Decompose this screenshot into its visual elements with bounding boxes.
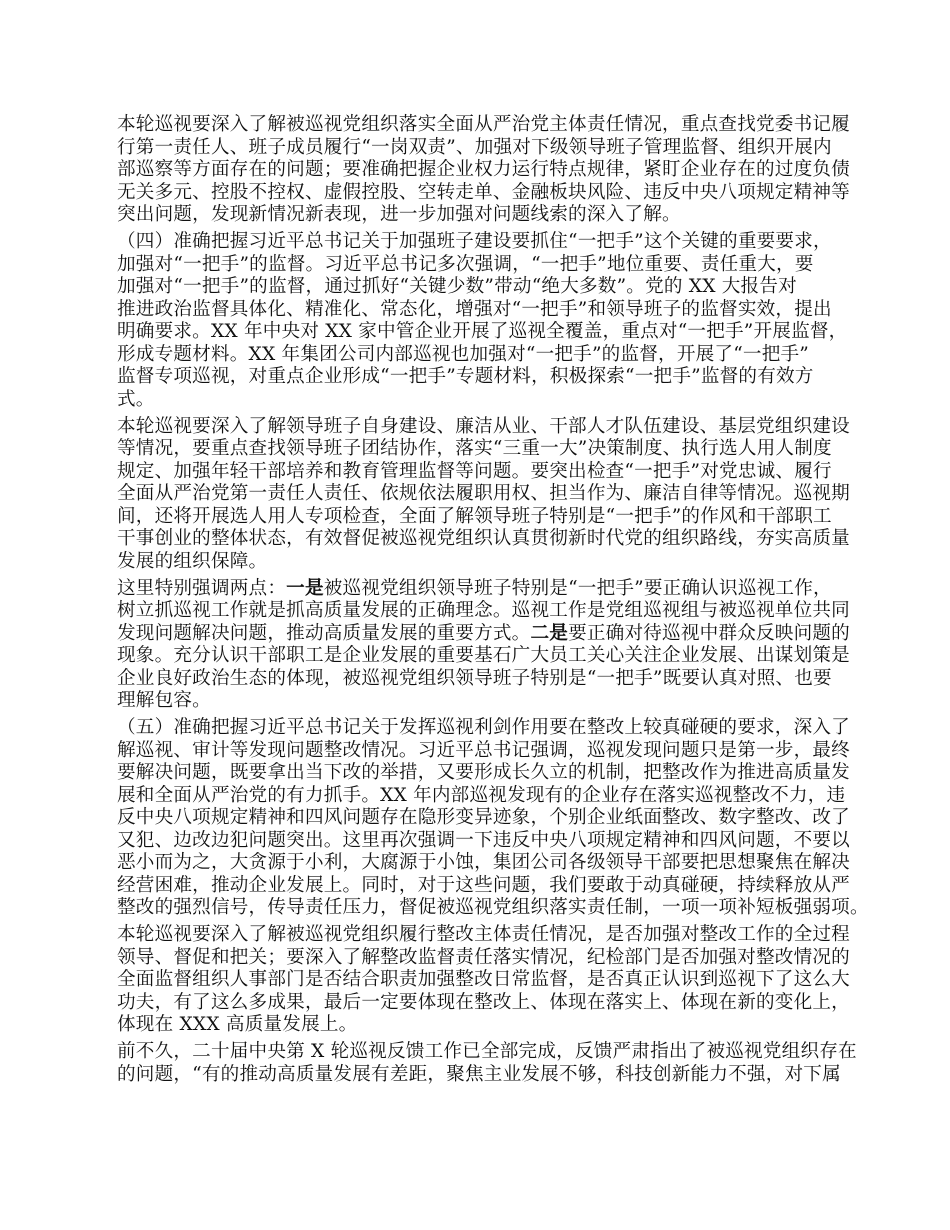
text-segment: 本轮巡视要深入了解被巡视党组织落实全面从严治党主体责任情况，重点查找党委书记履 [117, 114, 850, 135]
text-segment: 推进政治监督具体化、精准化、常态化，增强对“一把手”和领导班子的监督实效，提出 [117, 298, 832, 320]
text-line [117, 668, 839, 691]
text-line [117, 1064, 839, 1087]
text-line [117, 645, 850, 668]
document-body [117, 114, 869, 1091]
text-segment: 要正确对待巡视中群众反映问题的 [568, 622, 850, 644]
text-segment: 全面监督组织人事部门是否结合职责加强整改日常监督，是否真正认识到巡视下了这么大 [117, 969, 850, 990]
text-segment: 前不久，二十届中央第 X 轮巡视反馈工作已全部完成，反馈严肃指出了被巡视党组织存在 [117, 1041, 857, 1062]
text-line [117, 528, 850, 551]
text-line [117, 690, 839, 713]
text-segment: 等情况，要重点查找领导班子团结协作，落实“三重一大”决策制度、执行选人用人制度 [117, 438, 832, 459]
text-line [117, 299, 839, 322]
text-segment: 行第一责任人、班子成员履行“一岗双责”、加强对下级领导班子管理监督、组织开展内 [117, 136, 832, 158]
text-line [117, 254, 839, 277]
text-segment: 树立抓巡视工作就是抓高质量发展的正确理念。巡视工作是党组巡视组与被巡视单位共同 [117, 600, 850, 621]
text-line [117, 344, 839, 367]
text-segment: 反中央八项规定精神和四风问题存在隐形变异迹象，个别企业纸面整改、数字整改、改了 [117, 807, 850, 828]
text-line [117, 829, 850, 853]
text-line [117, 807, 850, 830]
text-segment: 本轮巡视要深入了解被巡视党组织履行整改主体责任情况，是否加强对整改工作的全过程 [117, 924, 850, 945]
text-segment: 被巡视党组织领导班子特别是“一把手”要正确认识巡视工作， [323, 577, 832, 599]
paragraph [117, 717, 869, 920]
text-segment: 发展的组织保障。 [117, 550, 268, 572]
text-line [117, 600, 850, 623]
text-segment: 功夫，有了这么多成果，最后一定要体现在整改上、体现在落实上、体现在新的变化上， [117, 991, 850, 1013]
text-line [117, 762, 850, 785]
text-segment: 的问题，“有的推动高质量发展有差距，聚焦主业发展不够，科技创新能力不强，对下属 [117, 1063, 841, 1085]
text-segment: 现象。充分认识干部职工是企业发展的重要基石广大员工关心关注企业发展、出谋划策是 [117, 645, 850, 666]
text-segment: 领导、督促和把关；要深入了解整改监督责任落实情况，纪检部门是否加强对整改情况的 [117, 946, 850, 968]
text-line [117, 204, 839, 227]
text-line [117, 991, 850, 1015]
text-line [117, 389, 839, 412]
text-line [117, 231, 839, 254]
paragraph [117, 577, 850, 713]
text-line [117, 551, 839, 574]
text-segment: 企业良好政治生态的体现，被巡视党组织领导班子特别是“一把手”既要认真对照、也要 [117, 667, 832, 689]
text-segment: 又犯、边改边犯问题突出。这里再次强调一下违反中央八项规定精神和四风问题，不要以 [117, 829, 850, 851]
text-segment: 展和全面从严治党的有力抓手。XX 年内部巡视发现有的企业存在落实巡视整改不力，违 [117, 784, 846, 806]
text-segment: 全面从严治党第一责任人责任、依规依法履职用权、担当作为、廉洁自律等情况。巡视期 [117, 483, 850, 504]
text-line [117, 415, 850, 439]
text-segment: 经营困难，推动企业发展上。同时，对于这些问题，我们要敢于动真碰硬，持续释放从严 [117, 874, 850, 896]
text-line [117, 483, 850, 506]
text-line [117, 946, 850, 970]
text-segment: 体现在 XXX 高质量发展上。 [117, 1014, 358, 1035]
text-segment: 突出问题，发现新情况新表现，进一步加强对问题线索的深入了解。 [117, 204, 681, 225]
text-segment: 监督专项巡视，对重点企业形成“一把手”专题材料，积极探索“一把手”监督的有效方 [117, 366, 814, 387]
text-line [117, 438, 839, 461]
text-line [117, 924, 850, 947]
text-segment: （四）准确把握习近平总书记关于加强班子建设要抓住“一把手”这个关键的重要要求， [117, 231, 832, 252]
text-line [117, 1041, 857, 1064]
text-segment: 干事创业的整体状态，有效督促被巡视党组织认真贯彻新时代党的组织路线，夯实高质量 [117, 528, 850, 549]
text-segment: 形成专题材料。XX 年集团公司内部巡视也加强对“一把手”的监督，开展了“一把手” [117, 343, 810, 365]
paragraph [117, 231, 848, 411]
paragraph [117, 114, 850, 227]
text-segment: 恶小而为之，大贪源于小利，大腐源于小蚀，集团公司各级领导干部要把思想聚焦在解决 [117, 852, 850, 873]
text-line [117, 1014, 839, 1037]
text-segment: 本轮巡视要深入了解领导班子自身建设、廉洁从业、干部人才队伍建设、基层党组织建设 [117, 415, 850, 437]
text-line [117, 159, 850, 182]
text-line [117, 717, 850, 740]
text-line [117, 897, 869, 920]
paragraph [117, 415, 850, 574]
text-segment: 解巡视、审计等发现问题整改情况。习近平总书记强调，巡视发现问题只是第一步，最终 [117, 739, 850, 761]
text-segment: 发现问题解决问题，推动高质量发展的重要方式。 [117, 622, 531, 644]
text-line [117, 114, 850, 137]
text-line [117, 137, 839, 160]
text-segment: 这里特别强调两点： [117, 577, 287, 599]
text-line [117, 784, 846, 808]
text-segment: 加强对“一把手”的监督，通过抓好“关键少数”带动“绝大多数”。党的 XX 大报告对 [117, 276, 797, 297]
text-segment: （五）准确把握习近平总书记关于发挥巡视利剑作用要在整改上较真碰硬的要求，深入了 [117, 717, 850, 738]
paragraph [117, 924, 850, 1037]
text-segment: 无关多元、控股不控权、虚假控股、空转走单、金融板块风险、违反中央八项规定精神等 [117, 181, 850, 203]
text-segment: 部巡察等方面存在的问题；要准确把握企业权力运行特点规律，紧盯企业存在的过度负债 [117, 159, 850, 180]
text-line [117, 622, 850, 646]
text-line [117, 461, 839, 484]
text-line [117, 321, 848, 344]
text-segment: 间，还将开展选人用人专项检查，全面了解领导班子特别是“一把手”的作风和干部职工 [117, 505, 832, 527]
paragraph [117, 1041, 857, 1086]
text-line [117, 852, 850, 875]
text-line [117, 874, 850, 898]
text-line [117, 739, 850, 763]
text-line [117, 181, 850, 205]
bold-text: 一是 [286, 577, 324, 599]
text-line [117, 276, 839, 299]
text-line [117, 506, 839, 529]
text-segment: 整改的强烈信号，传导责任压力，督促被巡视党组织落实责任制，一项一项补短板强弱项。 [117, 897, 869, 918]
text-segment: 明确要求。XX 年中央对 XX 家中管企业开展了巡视全覆盖，重点对“一把手”开展监督， [117, 321, 848, 342]
text-segment: 要解决问题，既要拿出当下改的举措，又要形成长久立的机制，把整改作为推进高质量发 [117, 762, 850, 783]
bold-text: 二是 [530, 622, 569, 644]
text-segment: 理解包容。 [117, 690, 211, 711]
text-line [117, 969, 850, 992]
text-line [117, 578, 839, 601]
text-segment: 式。 [117, 388, 155, 410]
text-line [117, 366, 839, 389]
text-segment: 加强对“一把手”的监督。习近平总书记多次强调，“一把手”地位重要、责任重大，要 [117, 253, 814, 275]
text-segment: 规定、加强年轻干部培养和教育管理监督等问题。要突出检查“一把手”对党忠诚、履行 [117, 460, 832, 482]
